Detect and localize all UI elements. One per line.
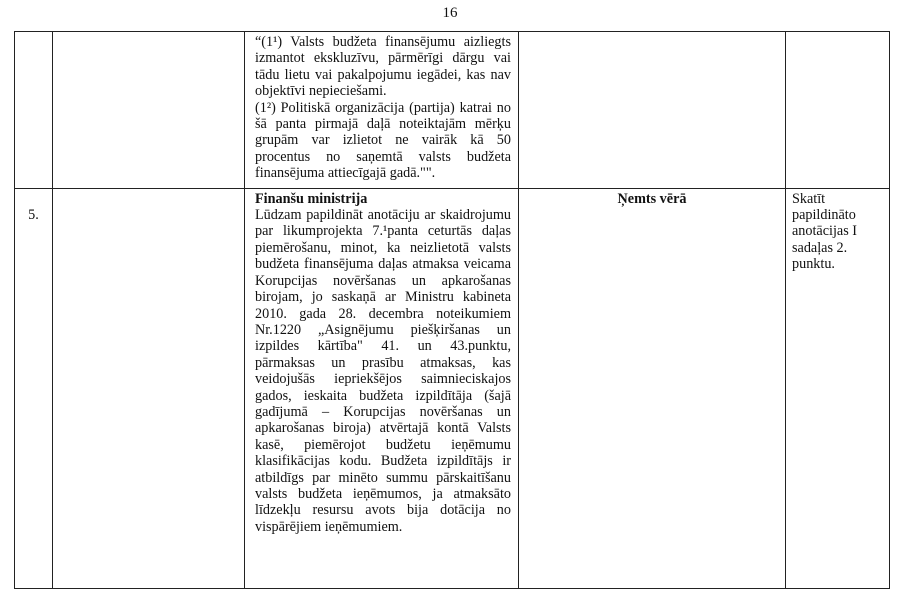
comment-cell — [245, 32, 519, 189]
comment-text: Lūdzam papildināt anotāciju ar skaidrojumu par likumprojekta 7.¹panta ceturtās daļas piemērošanu, minot, ka neizlietotā valsts budžeta finansējuma daļas atmaksa veicama Korupcijas novēršanas un apkarošanas birojam, jo saskaņā ar Ministru kabineta 2010. gada 28. decembra noteikumiem Nr.1220 „Asignējumu piešķiršanas un izpildes kārtība" 41. un 43.punktu, pārmaksas un prasību atmaksas, kas veidojušās iepriekšējos saimnieciskajos gados, ieskaita budžeta izpildītāja (šajā gadījumā – Korupcijas novēršanas un apkarošanas biroja) atvērtajā kontā Valsts kasē, piemērojot budžetu ieņēmumu klasifikācijas kodu. Budžeta izpildītājs ir atbildīgs par minēto summu pārskaitīšanu valsts budžeta ieņēmumos, ja atmaksāto līdzekļu resursu avots bija dotācija no vispārējiem ieņēmumiem. — [255, 207, 511, 535]
comment-author: Finanšu ministrija — [255, 190, 368, 207]
note-text: Skatīt papildināto anotācijas I sadaļas 2. punktu. — [792, 190, 857, 273]
row-number: 5. — [28, 206, 39, 223]
row-number-cell — [15, 188, 53, 588]
status-cell — [519, 32, 786, 189]
table-row — [15, 32, 890, 189]
row-number-cell — [15, 32, 53, 189]
reference-cell — [53, 188, 245, 588]
note-cell — [786, 188, 890, 588]
note-cell — [786, 32, 890, 189]
status-text: Ņemts vērā — [617, 190, 687, 207]
comment-cell — [245, 188, 519, 588]
status-cell — [519, 188, 786, 588]
comments-table — [14, 31, 890, 589]
comment-paragraph: (1²) Politiskā organizācija (partija) katrai no šā panta pirmajā daļā noteiktajām mērķu grupām var izlietot ne vairāk kā 50 procentus no saņemtā valsts budžeta finansējuma attiecīgajā gadā."". — [255, 99, 511, 182]
table-row — [15, 188, 890, 588]
page-number: 16 — [442, 5, 458, 21]
comment-paragraph: “(1¹) Valsts budžeta finansējumu aizliegts izmantot ekskluzīvu, pārmērīgi dārgu vai tādu lietu vai pakalpojumu iegādei, kas nav objektīvi nepieciešami. — [255, 34, 511, 100]
reference-cell — [53, 32, 245, 189]
